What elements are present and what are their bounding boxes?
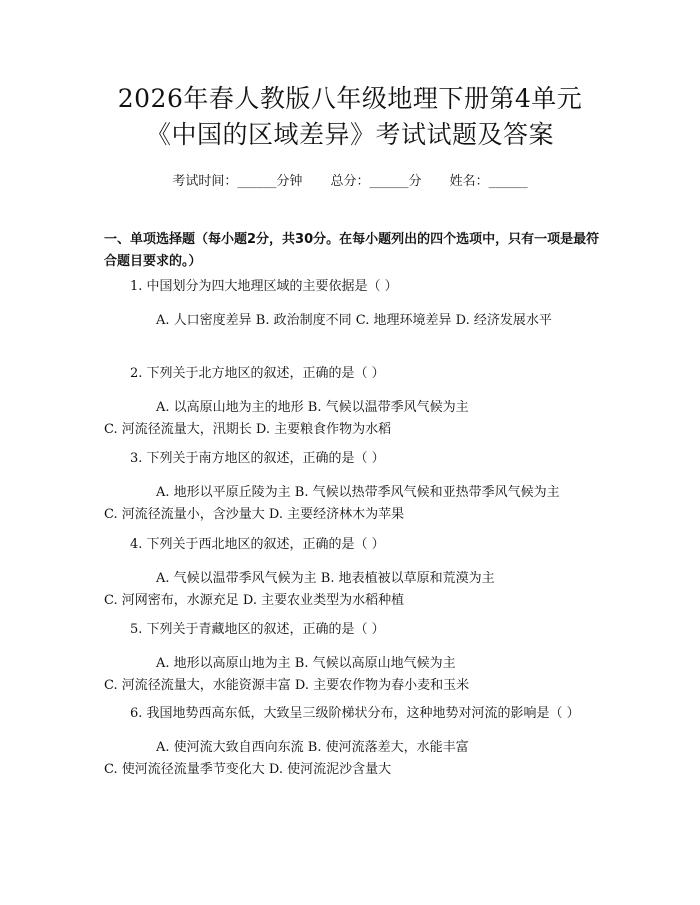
option-b: B. 使河流落差大，水能丰富 — [307, 740, 469, 755]
question-6 — [104, 703, 597, 781]
option-b: B. 地表植被以草原和荒漠为主 — [320, 571, 495, 586]
option-b: B. 气候以温带季风气候为主 — [307, 400, 469, 415]
option-c: C. 河网密布，水源充足 — [104, 593, 239, 608]
exam-time-field: 考试时间：______分钟 — [172, 174, 303, 189]
option-group — [104, 310, 597, 332]
option-d: D. 主要农作物为春小麦和玉米 — [294, 678, 470, 693]
option-a: A. 气候以温带季风气候为主 — [156, 571, 317, 586]
option-a: A. 以高原山地为主的地形 — [156, 400, 304, 415]
option-c: C. 河流径流量大，汛期长 — [104, 422, 252, 437]
question-2 — [104, 363, 597, 441]
question-stem: 5. 下列关于青藏地区的叙述，正确的是（ ） — [130, 622, 385, 637]
exam-info-line — [0, 170, 700, 189]
option-c: C. 使河流径流量季节变化大 — [104, 762, 265, 777]
option-group — [104, 653, 597, 697]
question-stem: 3. 下列关于南方地区的叙述，正确的是（ ） — [130, 451, 385, 466]
option-d: D. 主要农业类型为水稻种植 — [242, 593, 405, 608]
option-a: A. 地形以平原丘陵为主 — [156, 485, 291, 500]
option-d: D. 主要经济林木为苹果 — [268, 507, 405, 522]
option-b: B. 政治制度不同 — [255, 313, 352, 328]
option-d: D. 主要粮食作物为水稻 — [255, 422, 392, 437]
option-d: D. 经济发展水平 — [455, 313, 552, 328]
option-group — [104, 737, 597, 781]
question-5 — [104, 619, 597, 697]
question-stem: 2. 下列关于北方地区的叙述，正确的是（ ） — [130, 366, 385, 381]
student-name-field: 姓名：______ — [449, 174, 528, 189]
option-group — [104, 397, 597, 441]
question-stem: 1. 中国划分为四大地理区域的主要依据是（ ） — [130, 279, 398, 294]
option-d: D. 使河流泥沙含量大 — [268, 762, 392, 777]
exam-title-line-1: 2026年春人教版八年级地理下册第4单元 — [117, 84, 583, 113]
question-stem: 4. 下列关于西北地区的叙述，正确的是（ ） — [130, 537, 385, 552]
exam-title-line-2: 《中国的区域差异》考试试题及答案 — [145, 120, 554, 149]
question-3 — [104, 448, 597, 526]
option-a: A. 地形以高原山地为主 — [156, 656, 291, 671]
option-a: A. 人口密度差异 — [156, 313, 252, 328]
option-c: C. 地理环境差异 — [355, 313, 452, 328]
question-stem: 6. 我国地势西高东低，大致呈三级阶梯状分布，这种地势对河流的影响是（ ） — [130, 706, 580, 721]
option-group — [104, 482, 597, 526]
question-1 — [104, 276, 597, 332]
option-a: A. 使河流大致自西向东流 — [156, 740, 304, 755]
option-c: C. 河流径流量小，含沙量大 — [104, 507, 265, 522]
section-heading: 一、单项选择题（每小题2分，共30分。在每小题列出的四个选项中，只有一项是最符合题目要求的。） — [104, 232, 600, 269]
total-score-field: 总分：______分 — [330, 174, 422, 189]
option-b: B. 气候以热带季风气候和亚热带季风气候为主 — [294, 485, 560, 500]
question-4 — [104, 534, 597, 612]
option-c: C. 河流径流量大，水能资源丰富 — [104, 678, 291, 693]
option-group — [104, 568, 597, 612]
option-b: B. 气候以高原山地气候为主 — [294, 656, 456, 671]
